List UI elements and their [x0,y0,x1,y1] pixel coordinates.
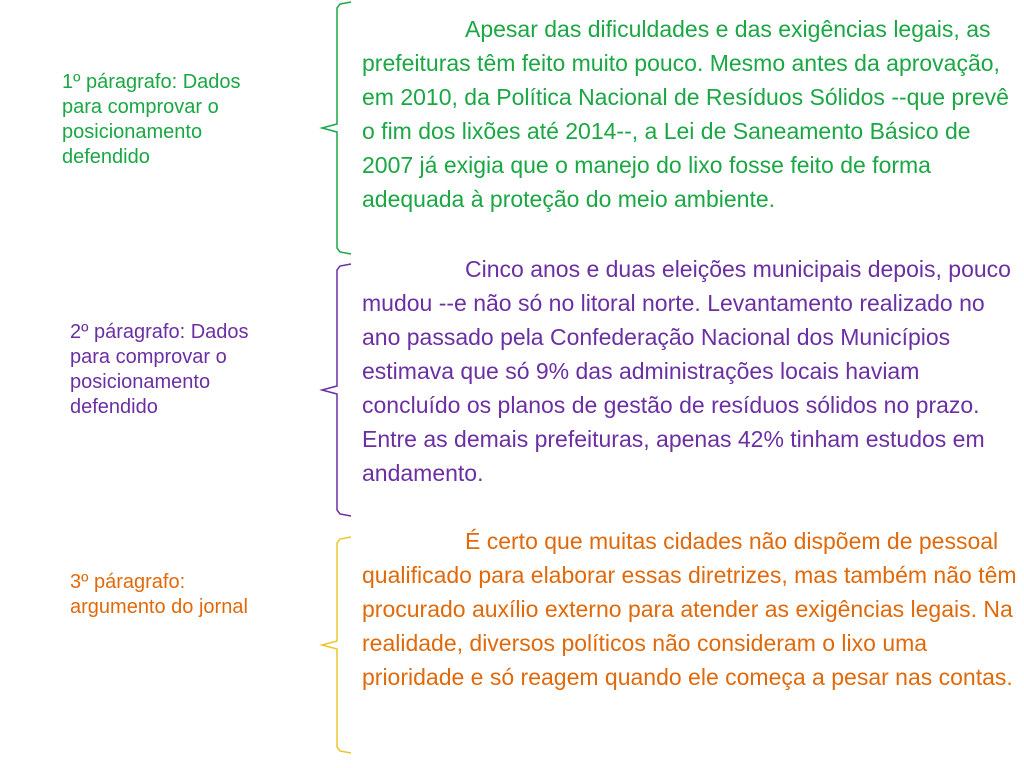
paragraph-3: É certo que muitas cidades não dispõem de pessoal qualificado para elaborar essas diretrizes, mas também não têm procurado auxílio externo para atender as exigências legais. Na realidade, diversos políticos não consideram o lixo uma prioridade e só reagem quando ele começa a pesar nas contas. [362,528,1017,690]
section-3-brace [322,537,351,753]
section-1-brace [322,2,351,254]
paragraph-1: Apesar das dificuldades e das exigências legais, as prefeituras têm feito muito pouco. Mesmo antes da aprovação, em 2010, da Política Nacional de Resíduos Sólidos --que prevê o fim dos lixões até 2014--, a Lei de Saneamento Básico de 2007 já exigia que o manejo do lixo fosse feito de forma adequada à proteção do meio ambiente. [362,16,1009,212]
section-3-label: 3º páragrafo: argumento do jornal [70,571,248,618]
section-2-label: 2º páragrafo: Dados para comprovar o posicionamento defendido [70,321,249,418]
section-2-brace [322,264,351,516]
paragraph-2: Cinco anos e duas eleições municipais depois, pouco mudou --e não só no litoral norte. Levantamento realizado no ano passado pela Confederação Nacional dos Municípios estimava que só 9% das administrações locais haviam concluído os planos de gestão de resíduos sólidos no prazo. Entre as demais prefeituras, apenas 42% tinham estudos em andamento. [362,256,1011,486]
section-1-label: 1º páragrafo: Dados para comprovar o posicionamento defendido [62,71,241,168]
